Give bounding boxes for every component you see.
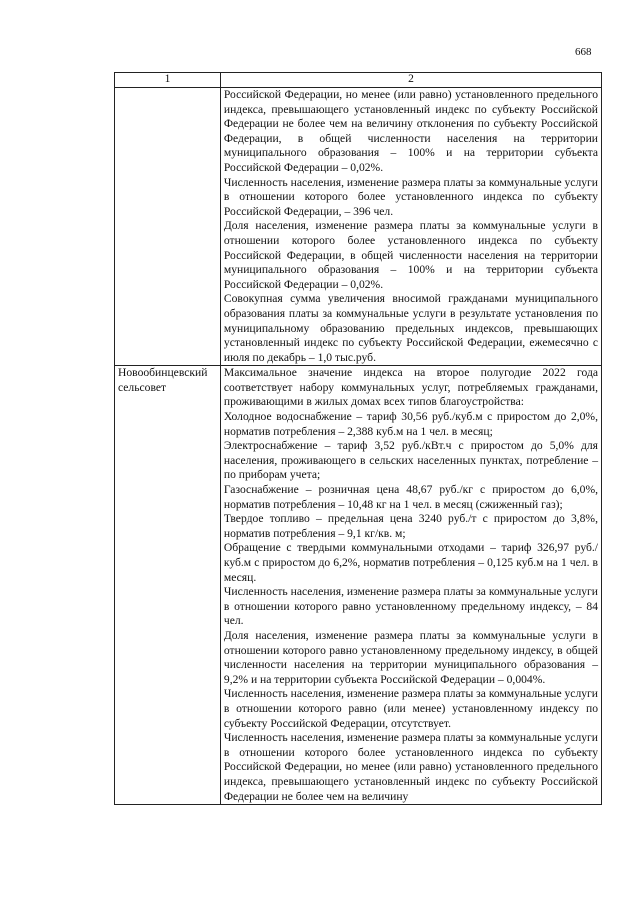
description-cell: [220, 88, 601, 366]
paragraph: Обращение с твердыми коммунальными отходами – тариф 326,97 руб./куб.м с приростом до 6,2%, норматив потребления – 0,125 куб.м на 1 чел. в месяц.: [223, 541, 598, 584]
page-number: 668: [575, 46, 592, 58]
paragraph: Российской Федерации, но менее (или равно) установленного предельного индекса, превышающего установленный индекс по субъекту Российской Федерации не более чем на величину отклонения по субъекту Российской Федерации, в общей численности населения на территории муниципального образования – 100% и на территории субъекта Российской Федерации – 0,02%.: [223, 88, 598, 174]
table-header-row: [115, 73, 602, 88]
paragraph: Доля населения, изменение размера платы за коммунальные услуги в отношении которого более установленного индекса по субъекту Российской Федерации, в общей численности населения на территории муниципального образования – 100% и на территории субъекта Российской Федерации – 0,02%.: [223, 219, 598, 291]
paragraph: Максимальное значение индекса на второе полугодие 2022 года соответствует набору коммунальных услуг, потребляемых гражданами, проживающими в жилых домах всех типов благоустройства:: [223, 366, 598, 409]
description-cell: [220, 366, 601, 805]
paragraph: Численность населения, изменение размера платы за коммунальные услуги в отношении которого равно установленному предельному индексу, – 84 чел.: [223, 585, 598, 628]
column-header-1: 1: [115, 73, 221, 88]
region-cell: [115, 88, 221, 366]
paragraph: Совокупная сумма увеличения вносимой гражданами муниципального образования платы за коммунальные услуги в результате установления по муниципальному образованию предельных индексов, превышающих установленный индекс по субъекту Российской Федерации, ежемесячно с июля по декабрь – 1,0 тыс.руб.: [223, 292, 598, 364]
paragraph: Твердое топливо – предельная цена 3240 руб./т с приростом до 3,8%, норматив потребления – 9,1 кг/кв. м;: [223, 512, 598, 540]
paragraph: Численность населения, изменение размера платы за коммунальные услуги в отношении которого более установленного индекса по субъекту Российской Федерации, но менее (или равно) установленного предельного индекса, превышающего установленный индекс по субъекту Российской Федерации не более чем на величину: [223, 731, 598, 803]
column-header-2: 2: [220, 73, 601, 88]
document-table: [114, 72, 602, 805]
paragraph: Электроснабжение – тариф 3,52 руб./кВт.ч с приростом до 5,0% для населения, проживающего в сельских населенных пунктах, потребление – по приборам учета;: [223, 439, 598, 482]
table-row: [115, 366, 602, 805]
region-cell: Новообинцевский сельсовет: [115, 366, 221, 805]
table-row: [115, 88, 602, 366]
paragraph: Газоснабжение – розничная цена 48,67 руб./кг с приростом до 6,0%, норматив потребления – 10,48 кг на 1 чел. в месяц (сжиженный газ);: [223, 483, 598, 511]
paragraph: Численность населения, изменение размера платы за коммунальные услуги в отношении которого более установленного индекса по субъекту Российской Федерации, – 396 чел.: [223, 175, 598, 218]
paragraph: Численность населения, изменение размера платы за коммунальные услуги в отношении которого равно (или менее) установленному индексу по субъекту Российской Федерации, отсутствует.: [223, 687, 598, 730]
paragraph: Доля населения, изменение размера платы за коммунальные услуги в отношении которого равно установленному предельному индексу, в общей численности населения на территории муниципального образования – 9,2% и на территории субъекта Российской Федерации – 0,004%.: [223, 628, 598, 686]
paragraph: Холодное водоснабжение – тариф 30,56 руб./куб.м с приростом до 2,0%, норматив потребления – 2,388 куб.м на 1 чел. в месяц;: [223, 410, 598, 438]
